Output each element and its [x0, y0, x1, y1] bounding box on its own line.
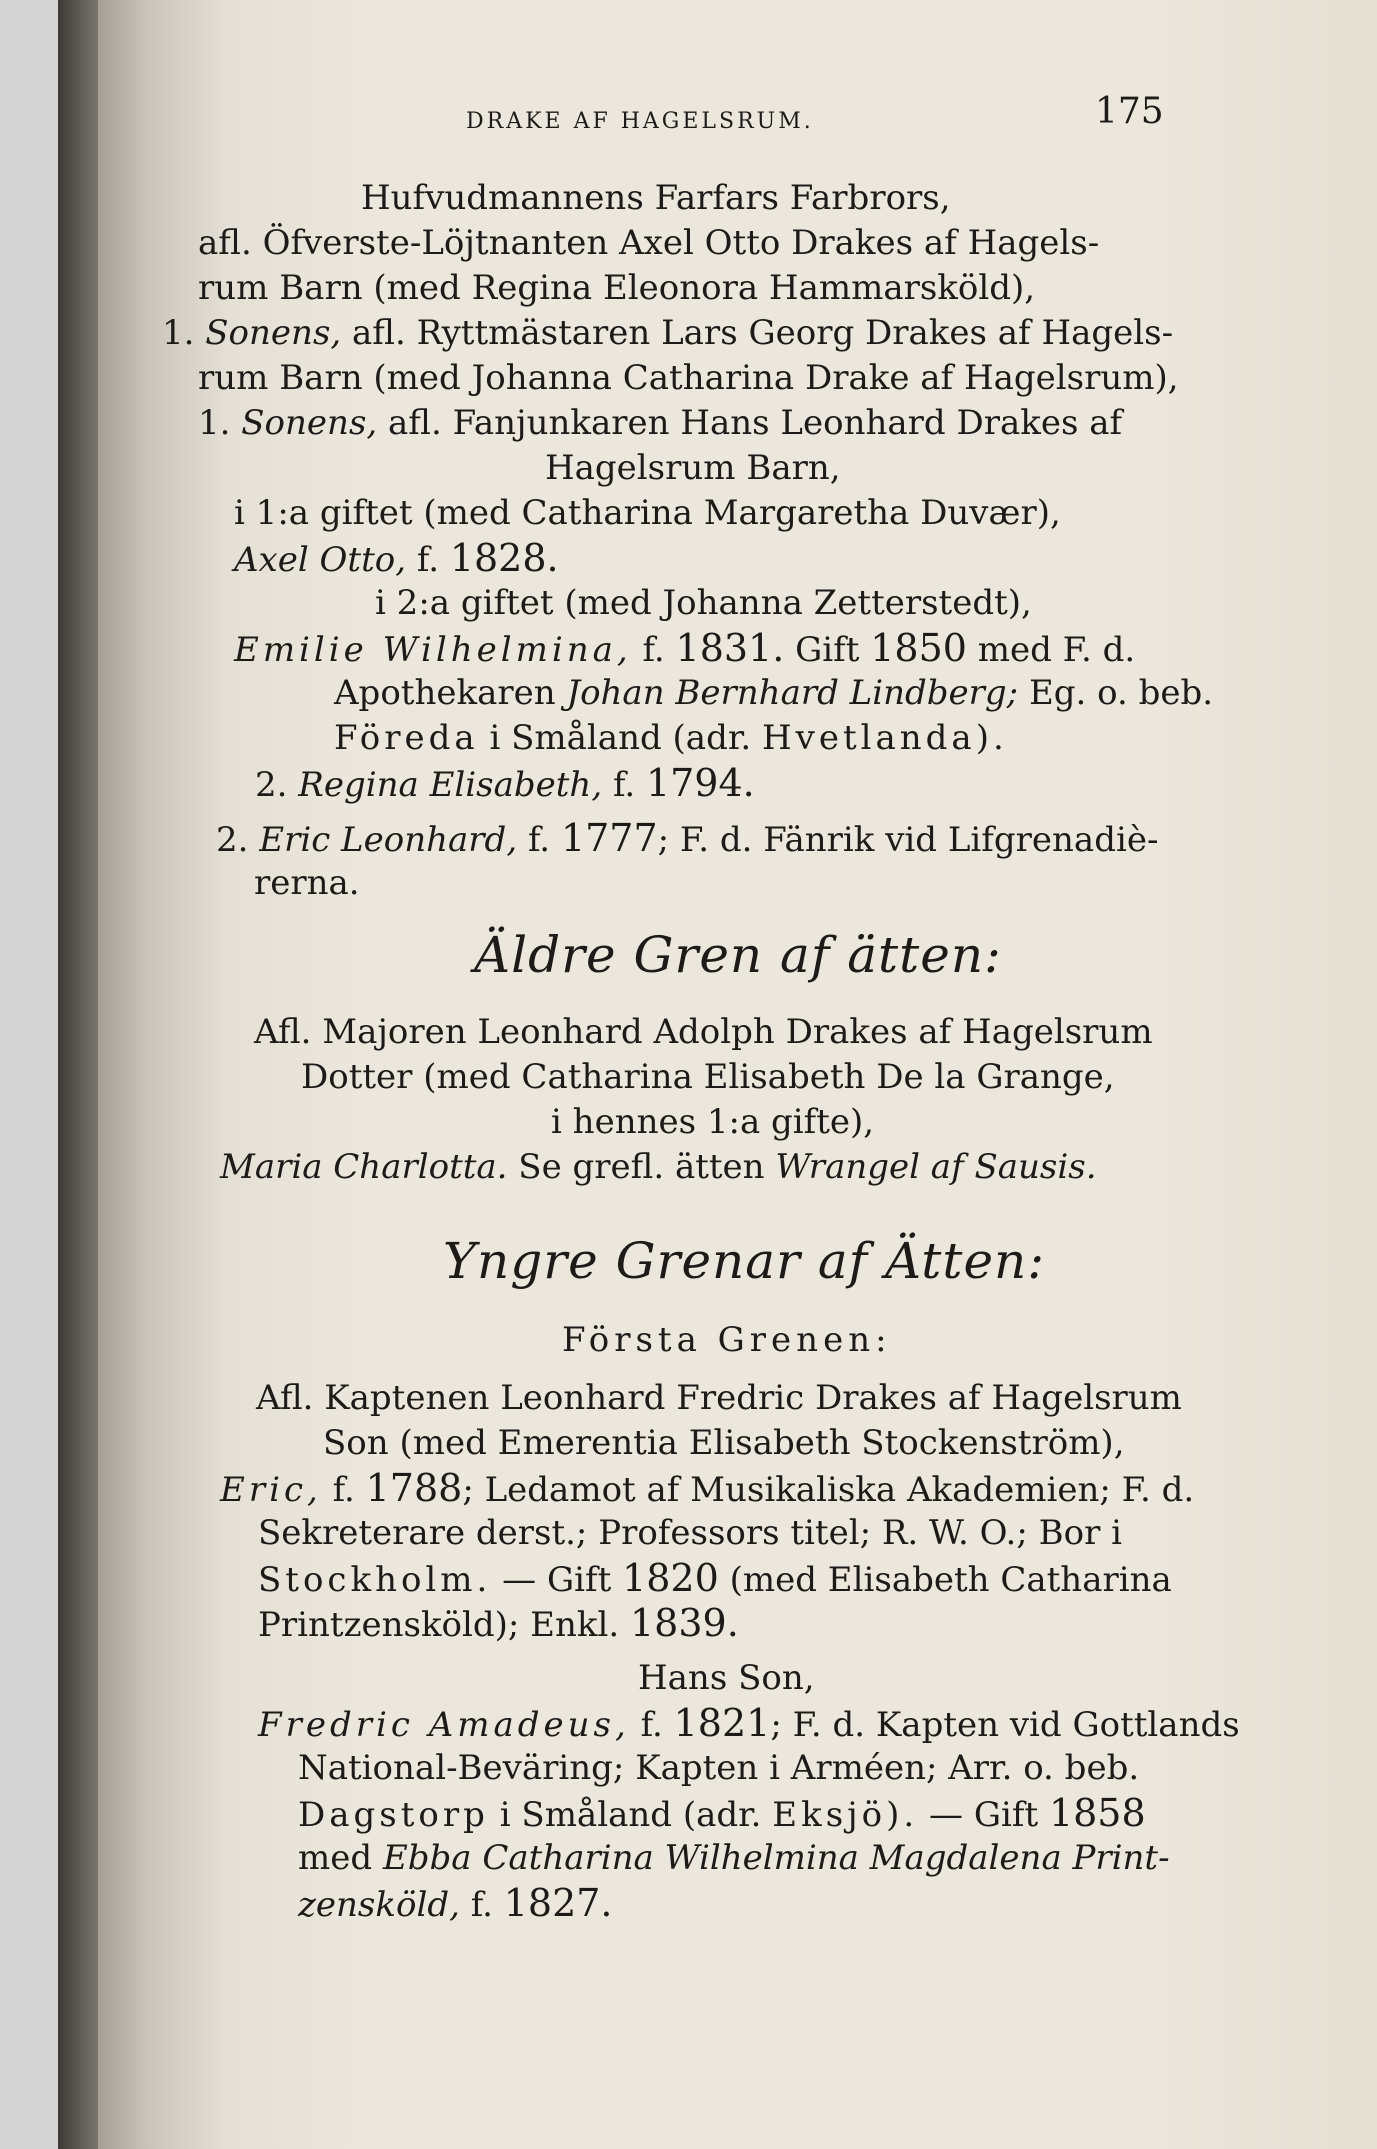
year: 1820 — [622, 1556, 719, 1600]
text-segment: Printzensköld); Enkl. — [258, 1605, 620, 1645]
section-heading: Yngre Grenar af Ätten: — [443, 1232, 1046, 1290]
text-line — [298, 1793, 1146, 1835]
text-line: i 1:a giftet (med Catharina Margaretha Duvær), — [234, 493, 1061, 533]
text-segment: f. — [470, 1885, 493, 1925]
text-line: Dotter (med Catharina Elisabeth De la Grange, — [301, 1057, 1115, 1097]
text-line: National-Beväring; Kapten i Arméen; Arr. o. beb. — [298, 1748, 1140, 1788]
book-page — [58, 0, 1377, 2149]
text-line — [234, 628, 1135, 670]
text-segment: (med Elisabeth Catharina — [729, 1560, 1172, 1600]
text-line: Afl. Majoren Leonhard Adolph Drakes af Hagelsrum — [254, 1012, 1153, 1052]
text-line — [258, 1603, 739, 1645]
text-line: rum Barn (med Regina Eleonora Hammarsköld), — [198, 268, 1036, 308]
year: 1839. — [630, 1601, 739, 1645]
spaced-place-name: Hvetlanda). — [761, 718, 1008, 758]
sub-heading: Första Grenen: — [562, 1320, 892, 1360]
text-segment: med — [298, 1838, 373, 1878]
italic-name: Wrangel af Sausis. — [775, 1147, 1097, 1187]
text-line — [220, 1147, 1097, 1187]
text-segment: f. — [640, 1705, 663, 1745]
year: 1821 — [673, 1701, 771, 1745]
text-segment: f. — [416, 540, 440, 580]
text-segment: Gift — [795, 630, 860, 670]
text-segment: ; F. d. Fänrik vid Lifgrenadiè- — [657, 820, 1159, 860]
text-line: rum Barn (med Johanna Catharina Drake af Hagelsrum), — [198, 358, 1179, 398]
italic-name: Eric Leonhard, — [259, 820, 518, 860]
text-line: i hennes 1:a gifte), — [551, 1102, 875, 1142]
text-segment: Se grefl. ätten — [518, 1147, 765, 1187]
text-segment: Eg. o. beb. — [1028, 673, 1214, 713]
text-segment: i Småland (adr. — [499, 1795, 762, 1835]
text-line — [220, 1468, 1194, 1510]
section-heading: Äldre Gren af ätten: — [474, 926, 1002, 984]
text-line: Hans Son, — [638, 1658, 815, 1698]
text-line — [162, 313, 1173, 353]
text-line — [298, 1883, 613, 1925]
text-segment: ; F. d. Kapten vid Gottlands — [770, 1705, 1240, 1745]
text-line — [298, 1838, 1170, 1878]
entry-number: 2. — [255, 765, 288, 805]
italic-name: Sonens, — [241, 403, 378, 443]
text-line — [198, 403, 1122, 443]
entry-number: 1. — [162, 313, 195, 353]
italic-name: zensköld, — [298, 1885, 460, 1925]
year: 1777 — [560, 816, 658, 860]
text-segment: f. — [332, 1470, 355, 1510]
year: 1858 — [1048, 1791, 1146, 1835]
year: 1850 — [870, 626, 967, 670]
page-number: 175 — [1095, 91, 1164, 132]
text-segment: f. — [612, 765, 636, 805]
year: 1831. — [675, 626, 785, 670]
text-segment: — Gift — [502, 1560, 612, 1600]
text-segment: afl. Fanjunkaren Hans Leonhard Drakes af — [388, 403, 1123, 443]
text-line: Sekreterare derst.; Professors titel; R. W. O.; Bor i — [258, 1513, 1123, 1553]
page-gutter-shadow — [58, 0, 98, 2149]
entry-number: 2. — [216, 820, 249, 860]
text-segment: Apothekaren — [334, 673, 556, 713]
text-line: Son (med Emerentia Elisabeth Stockenström), — [323, 1423, 1125, 1463]
italic-name: Johan Bernhard Lindberg; — [566, 673, 1019, 713]
spaced-place-name: Föreda — [334, 718, 479, 758]
text-segment: f. — [527, 820, 551, 860]
year: 1828. — [449, 536, 559, 580]
text-segment: afl. Ryttmästaren Lars Georg Drakes af Hagels- — [352, 313, 1174, 353]
text-line: i 2:a giftet (med Johanna Zetterstedt), — [375, 583, 1032, 623]
italic-name: Emilie Wilhelmina, — [234, 630, 632, 670]
text-line: afl. Öfverste-Löjtnanten Axel Otto Drakes af Hagels- — [198, 223, 1100, 263]
year: 1827. — [503, 1881, 613, 1925]
italic-name: Eric, — [220, 1470, 322, 1510]
text-line — [234, 538, 559, 580]
text-segment: f. — [642, 630, 665, 670]
text-segment: med F. d. — [977, 630, 1136, 670]
italic-name: Fredric Amadeus, — [258, 1705, 630, 1745]
text-line — [258, 1703, 1240, 1745]
italic-name: Maria Charlotta. — [220, 1147, 508, 1187]
text-segment: ; Ledamot af Musikaliska Akademien; F. d. — [462, 1470, 1195, 1510]
text-line: Afl. Kaptenen Leonhard Fredric Drakes af Hagelsrum — [256, 1378, 1182, 1418]
italic-name: Axel Otto, — [234, 540, 407, 580]
text-line — [258, 1558, 1172, 1600]
text-line: Hagelsrum Barn, — [545, 448, 841, 488]
text-segment: — Gift — [929, 1795, 1039, 1835]
text-line — [255, 763, 755, 805]
italic-name: Regina Elisabeth, — [298, 765, 603, 805]
text-line: Hufvudmannens Farfars Farbrors, — [361, 178, 951, 218]
spaced-place-name: Stockholm. — [258, 1560, 492, 1600]
year: 1788 — [365, 1466, 463, 1510]
entry-number: 1. — [198, 403, 231, 443]
text-segment: i Småland (adr. — [489, 718, 752, 758]
text-line — [334, 673, 1213, 713]
spaced-place-name: Dagstorp — [298, 1795, 489, 1835]
italic-name: Sonens, — [205, 313, 342, 353]
running-title: DRAKE AF HAGELSRUM. — [466, 109, 814, 134]
text-line: rerna. — [254, 863, 360, 903]
spaced-place-name: Eksjö). — [772, 1795, 919, 1835]
text-line — [216, 818, 1158, 860]
year: 1794. — [645, 761, 755, 805]
italic-name: Ebba Catharina Wilhelmina Magdalena Print- — [382, 1838, 1170, 1878]
text-line — [334, 718, 1008, 758]
